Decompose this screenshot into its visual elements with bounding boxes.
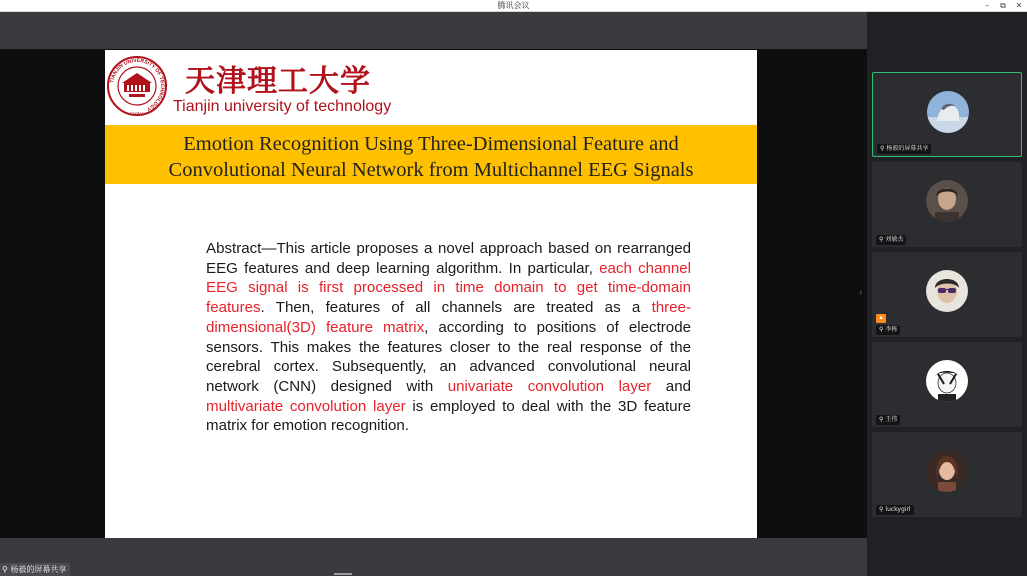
cartoon-avatar — [926, 360, 968, 402]
slide-title-line-1: Emotion Recognition Using Three-Dimensional Feature and — [183, 133, 679, 155]
window-title: 腾讯会议 — [497, 1, 530, 10]
abstract-segment: . Then, features of all channels are treated as a — [260, 299, 652, 317]
microphone-muted-icon: ⚲ — [879, 416, 884, 423]
abstract-highlight: each channel EEG signal is first processed in time domain to get time-domain features — [206, 259, 692, 317]
university-seal-logo — [107, 52, 167, 120]
abstract-segment: is employed to deal with the 3D feature matrix for emotion recognition. — [206, 397, 691, 435]
participant-tile[interactable] — [872, 162, 1022, 247]
university-name-chinese: 天津理工大学 — [185, 64, 371, 99]
minimize-button[interactable]: – — [985, 1, 989, 10]
seal-bottom-text: CHINA — [129, 111, 145, 116]
seal-ring-text: TIANJIN UNIVERSITY OF TECHNOLOGY — [109, 57, 166, 112]
window-titlebar — [0, 0, 1027, 12]
abstract-highlight: multivariate convolution layer — [206, 397, 406, 415]
microphone-icon: ⚲ — [2, 565, 11, 574]
presentation-slide — [105, 50, 757, 538]
microphone-muted-icon: ⚲ — [879, 506, 884, 513]
toolbar-handle[interactable] — [334, 573, 352, 575]
close-button[interactable]: ✕ — [1015, 1, 1023, 10]
participant-tile[interactable] — [872, 72, 1022, 157]
participant-tile[interactable] — [872, 252, 1022, 337]
person-avatar — [926, 180, 968, 222]
abstract-highlight: three-dimensional(3D) feature matrix — [206, 299, 691, 336]
participant-name: ⚲ 王伟 — [876, 415, 900, 425]
share-bottom-band — [0, 538, 867, 576]
participant-name: ⚲ 李栋 — [876, 325, 900, 335]
lion-statue-avatar — [927, 91, 969, 133]
abstract-segment: Abstract—This article proposes a novel approach based on rearranged EEG features and deep learning algorithm. In particular, — [206, 240, 691, 277]
microphone-muted-icon: ⚲ — [879, 236, 884, 243]
screen-share-label: ⚲ 杨毅的屏幕共享 — [0, 563, 70, 576]
slide-title-line-2: Convolutional Neural Network from Multichannel EEG Signals — [168, 159, 694, 181]
restore-button[interactable]: ⧉ — [1000, 1, 1006, 10]
abstract-text — [206, 239, 691, 436]
abstract-segment: , according to positions of electrode sensors. This makes the features closer to the real response of the cerebral cortex. Subsequently, an advanced convolutional neural network (CNN) designed with — [206, 318, 691, 395]
person-sunglasses-avatar — [926, 270, 968, 312]
slide-title — [105, 131, 757, 183]
screen-share-badge-icon: ▲ — [876, 314, 886, 323]
abstract-highlight: univariate convolution layer — [447, 377, 652, 395]
participant-name: ⚲ 刘敏杰 — [876, 235, 906, 245]
participant-tile[interactable] — [872, 342, 1022, 427]
participant-tile[interactable] — [872, 432, 1022, 517]
share-top-band — [0, 12, 867, 49]
title-banner — [105, 125, 757, 184]
person-avatar — [926, 450, 968, 492]
participant-name: ⚲ luckygirl — [876, 505, 914, 515]
microphone-muted-icon: ⚲ — [879, 326, 884, 333]
abstract-segment: and — [651, 377, 691, 395]
microphone-icon: ⚲ — [880, 145, 885, 152]
university-name-english: Tianjin university of technology — [173, 98, 392, 115]
participant-name: ⚲ 杨毅的屏幕共享 — [877, 144, 931, 154]
collapse-panel-icon[interactable]: › — [859, 288, 863, 298]
